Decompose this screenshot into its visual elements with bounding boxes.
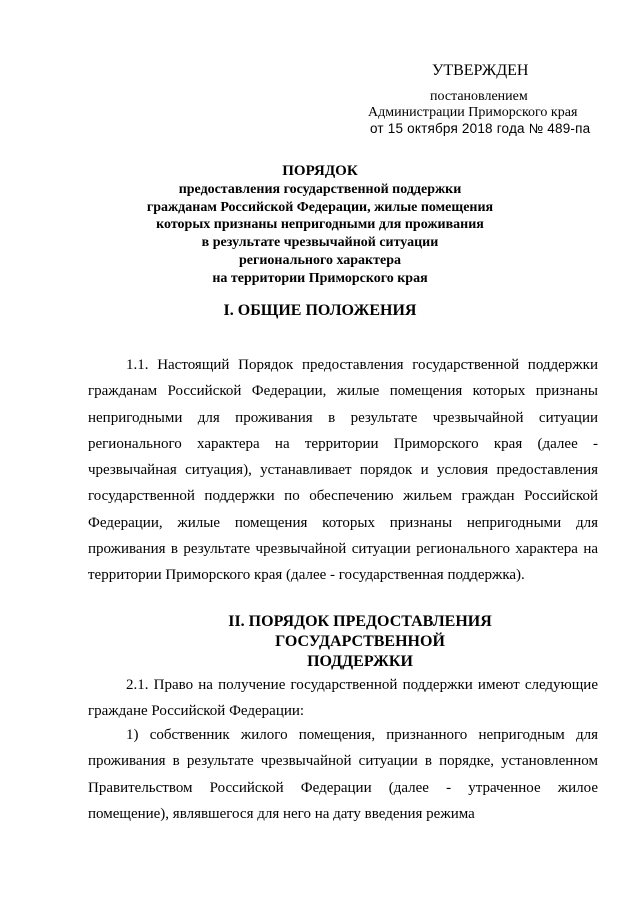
document-title-block bbox=[80, 162, 560, 287]
document-subtitle-line: в результате чрезвычайной ситуации bbox=[201, 235, 439, 251]
paragraph-1-1: 1.1. Настоящий Порядок предоставления государственной поддержки гражданам Российской Федерации, жилые помещения которых признаны непригодными для проживания в результате чрезвычайной ситуации регионального характера на территории Приморского края (далее - чрезвычайная ситуация), устанавливает порядок и условия предоставления государственной поддержки по обеспечению жильем граждан Российской Федерации, жилые помещения которых признаны непригодными для проживания в результате чрезвычайной ситуации регионального характера на территории Приморского края (далее - государственная поддержка). bbox=[88, 357, 598, 584]
section-1-heading: I. ОБЩИЕ ПОЛОЖЕНИЯ bbox=[223, 302, 417, 319]
approval-line-3: от 15 октября 2018 года № 489-па bbox=[370, 121, 591, 136]
document-subtitle-line: на территории Приморского края bbox=[212, 270, 428, 286]
document-subtitle-line: гражданам Российской Федерации, жилые помещения bbox=[146, 199, 494, 215]
document-title: ПОРЯДОК bbox=[282, 163, 358, 179]
section-2-heading-line: II. ПОРЯДОК ПРЕДОСТАВЛЕНИЯ ГОСУДАРСТВЕННОЙ bbox=[228, 613, 492, 650]
document-subtitle-line: которых признаны непригодными для проживания bbox=[156, 217, 484, 233]
approval-title: УТВЕРЖДЕН bbox=[432, 62, 529, 79]
paragraph-2-1-item-1: 1) собственник жилого помещения, признанного непригодным для проживания в результате чрезвычайной ситуации в порядке, установленном Правительством Российской Федерации (далее - утраченное жилое помещение), являвшегося для него на дату введения режима bbox=[88, 727, 598, 822]
section-2-heading-line: ПОДДЕРЖКИ bbox=[307, 653, 413, 670]
document-subtitle-line: предоставления государственной поддержки bbox=[178, 182, 462, 197]
approval-line-2: Администрации Приморского края bbox=[368, 105, 578, 120]
paragraph-2-1: 2.1. Право на получение государственной поддержки имеют следующие граждане Российской Федерации: bbox=[88, 677, 598, 720]
approval-line-1: постановлением bbox=[430, 89, 528, 104]
document-subtitle-line: регионального характера bbox=[239, 252, 401, 268]
section-2-heading bbox=[150, 612, 570, 672]
